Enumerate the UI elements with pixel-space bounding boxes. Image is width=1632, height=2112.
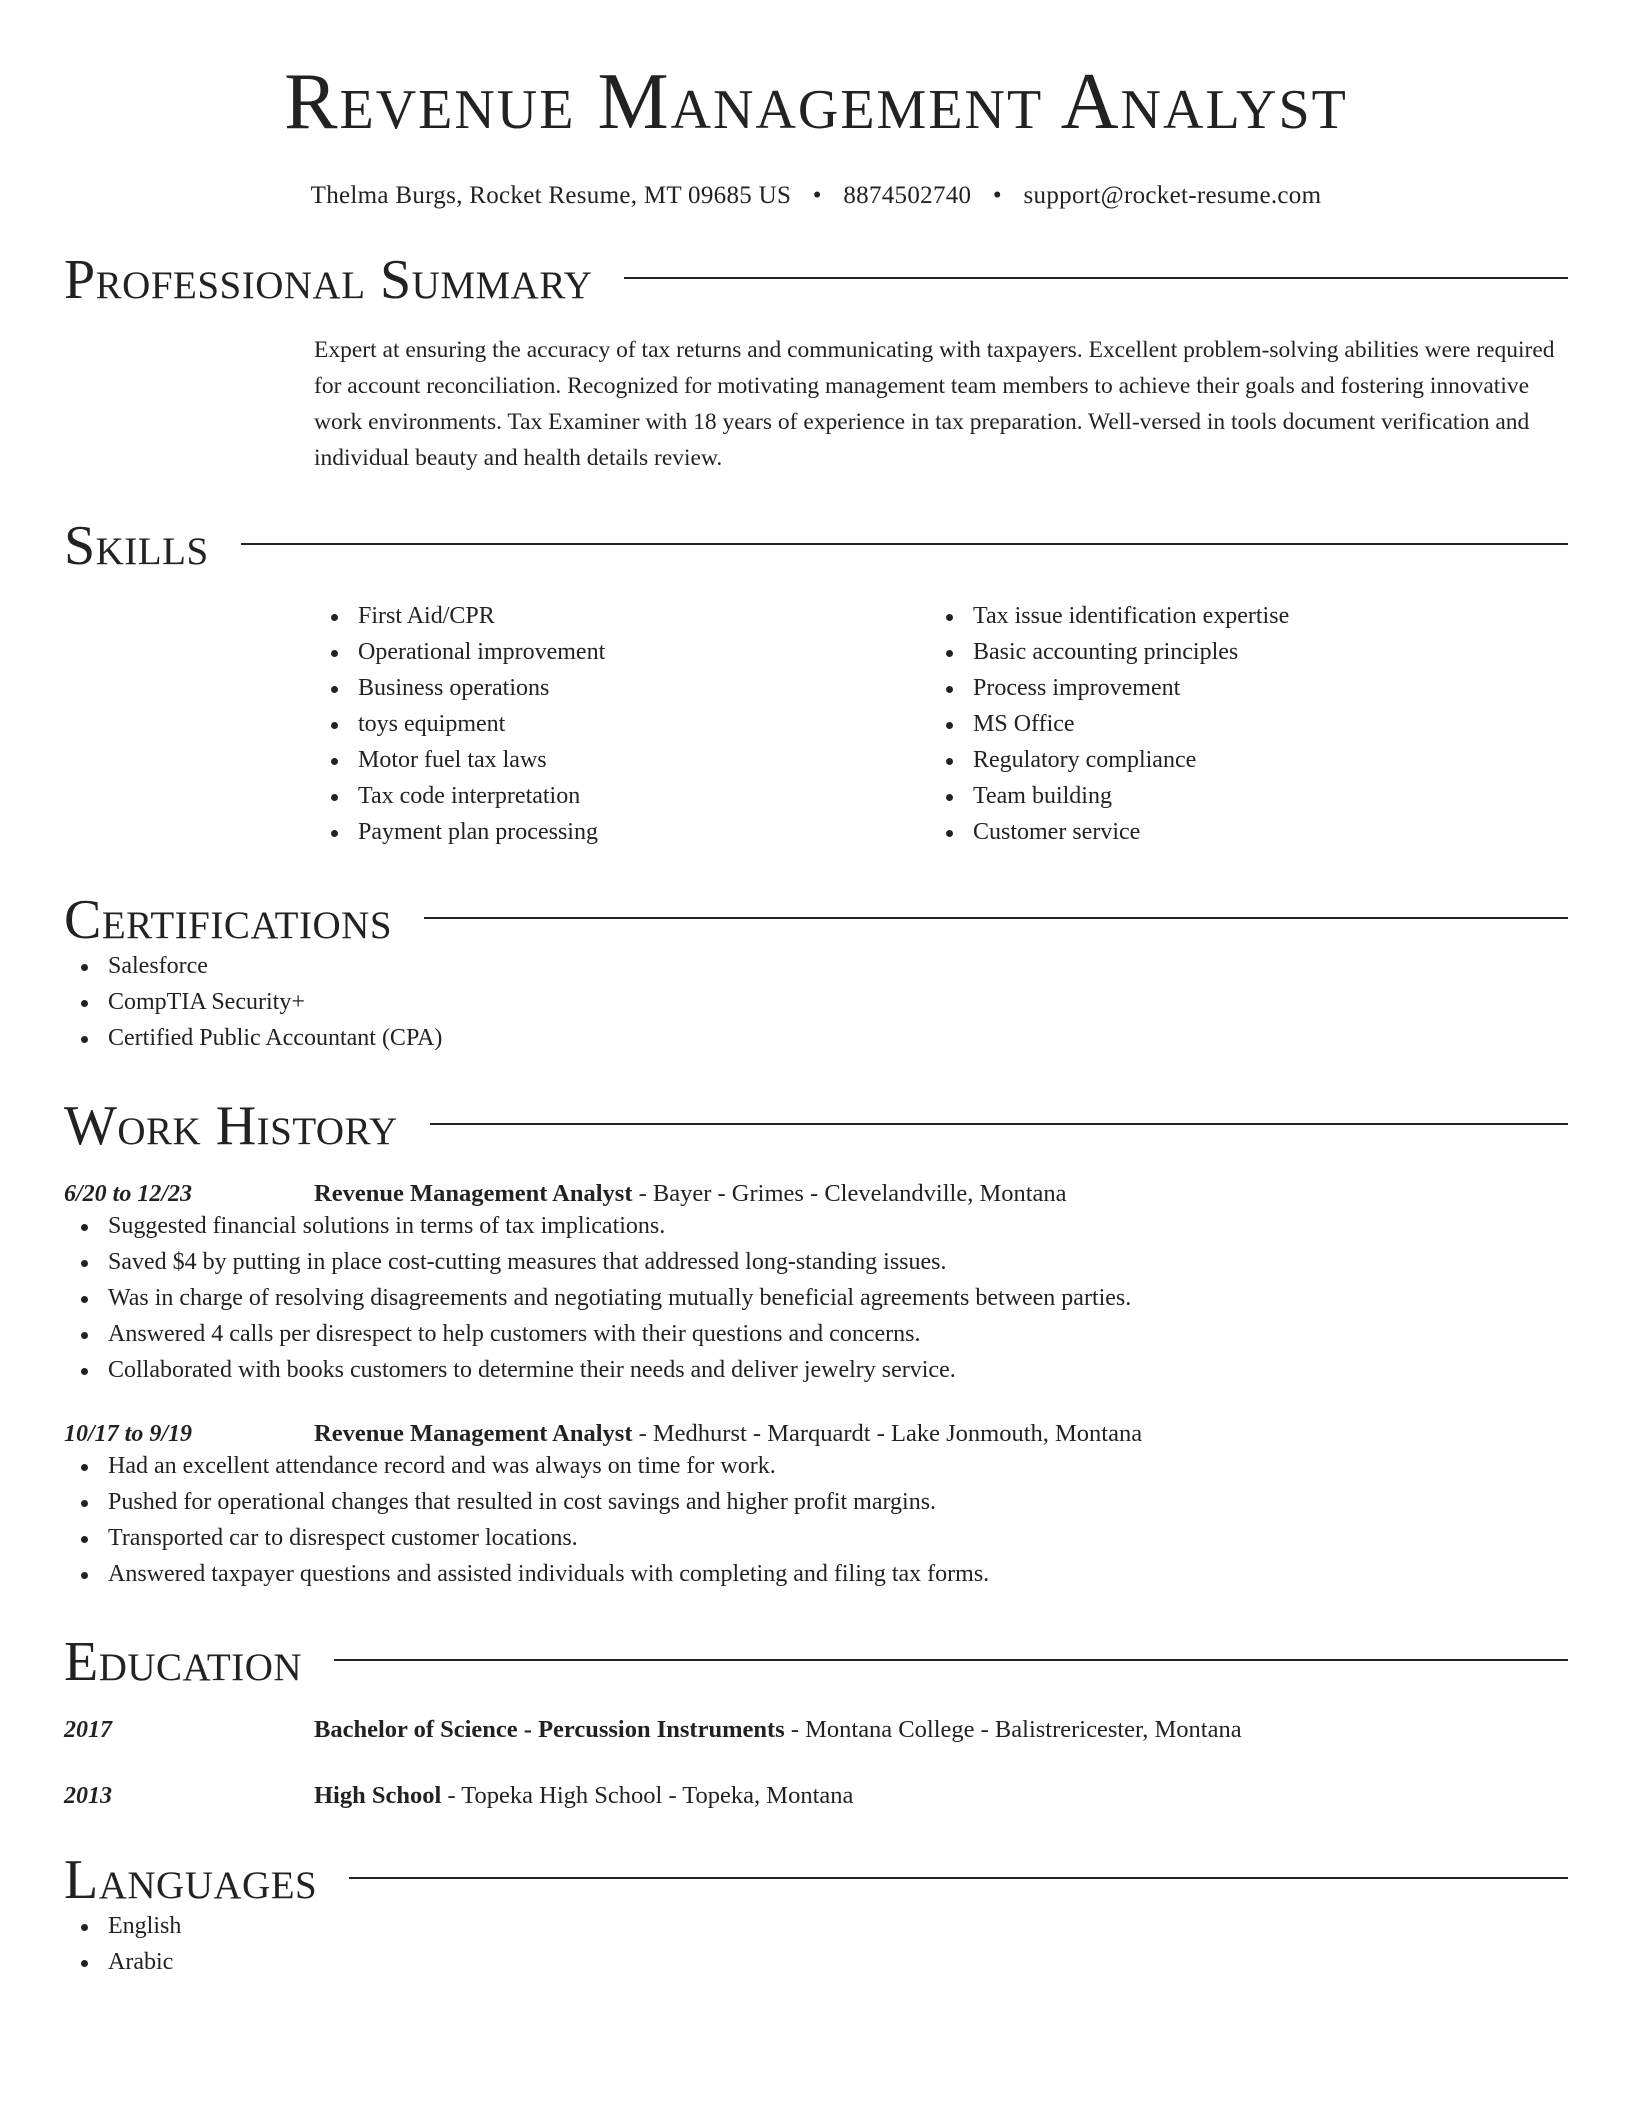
certification-item: Certified Public Accountant (CPA) xyxy=(64,1020,1568,1056)
section-divider xyxy=(424,917,1568,919)
section-heading: Languages xyxy=(64,1849,318,1911)
job-bullet: Suggested financial solutions in terms of tax implications. xyxy=(64,1208,1568,1244)
skill-item: Regulatory compliance xyxy=(929,742,1544,778)
skill-item: Operational improvement xyxy=(314,634,929,670)
contact-phone: 8874502740 xyxy=(843,182,972,209)
contact-separator: • xyxy=(992,182,1002,209)
skills-list-right xyxy=(929,598,1544,850)
job-header xyxy=(64,1180,1568,1208)
job-bullet: Answered 4 calls per disrespect to help customers with their questions and concerns. xyxy=(64,1316,1568,1352)
skill-item: Payment plan processing xyxy=(314,814,929,850)
job-bullets xyxy=(64,1208,1568,1388)
skill-item: MS Office xyxy=(929,706,1544,742)
education-list xyxy=(64,1716,1568,1810)
job-title-line xyxy=(314,1420,1142,1448)
certification-item: CompTIA Security+ xyxy=(64,984,1568,1020)
summary-section-header xyxy=(64,249,1568,311)
job-entry xyxy=(64,1420,1568,1592)
education-year: 2013 xyxy=(64,1783,112,1809)
job-role: Revenue Management Analyst xyxy=(314,1180,633,1207)
job-bullet: Had an excellent attendance record and was always on time for work. xyxy=(64,1448,1568,1484)
language-item: Arabic xyxy=(64,1944,1568,1980)
section-divider xyxy=(349,1877,1568,1879)
education-school: - Montana College - Balistrericester, Montana xyxy=(784,1716,1242,1743)
job-role: Revenue Management Analyst xyxy=(314,1420,633,1447)
skill-item: Team building xyxy=(929,778,1544,814)
certification-item: Salesforce xyxy=(64,948,1568,984)
job-entry xyxy=(64,1180,1568,1388)
skills-grid xyxy=(314,598,1568,850)
section-divider xyxy=(430,1123,1568,1125)
skill-item: Basic accounting principles xyxy=(929,634,1544,670)
languages-list xyxy=(64,1908,1568,1980)
job-header xyxy=(64,1420,1568,1448)
certifications-list xyxy=(64,948,1568,1056)
summary-text: Expert at ensuring the accuracy of tax returns and communicating with taxpayers. Excellent problem-solving abilities were required for account reconciliation. Recognized for motivating management team members to achieve their goals and fostering innovative work environments. Tax Examiner with 18 years of experience in tax preparation. Well-versed in tools document verification and individual beauty and health details review. xyxy=(314,337,1555,471)
resume-title: Revenue Management Analyst xyxy=(284,58,1348,146)
job-company: - Medhurst - Marquardt - Lake Jonmouth, Montana xyxy=(632,1420,1143,1447)
job-bullet: Collaborated with books customers to determine their needs and deliver jewelry service. xyxy=(64,1352,1568,1388)
education-year: 2017 xyxy=(64,1717,112,1743)
job-bullet: Was in charge of resolving disagreements and negotiating mutually beneficial agreements between parties. xyxy=(64,1280,1568,1316)
job-bullet: Answered taxpayer questions and assisted individuals with completing and filing tax forms. xyxy=(64,1556,1568,1592)
job-bullet: Saved $4 by putting in place cost-cutting measures that addressed long-standing issues. xyxy=(64,1244,1568,1280)
section-heading: Professional Summary xyxy=(64,249,593,311)
skill-item: Motor fuel tax laws xyxy=(314,742,929,778)
section-divider xyxy=(624,277,1568,279)
education-degree: High School xyxy=(314,1782,442,1809)
job-title-line xyxy=(314,1180,1067,1208)
skill-item: toys equipment xyxy=(314,706,929,742)
work-section-header xyxy=(64,1095,1568,1157)
education-entry xyxy=(64,1782,1568,1810)
section-heading: Education xyxy=(64,1631,303,1693)
skills-section-header xyxy=(64,515,1568,577)
job-bullets xyxy=(64,1448,1568,1592)
section-divider xyxy=(241,543,1568,545)
contact-separator: • xyxy=(812,182,822,209)
skill-item: Customer service xyxy=(929,814,1544,850)
section-heading: Skills xyxy=(64,515,209,577)
job-dates: 10/17 to 9/19 xyxy=(64,1421,193,1447)
skill-item: Process improvement xyxy=(929,670,1544,706)
job-bullet: Transported car to disrespect customer locations. xyxy=(64,1520,1568,1556)
education-school: - Topeka High School - Topeka, Montana xyxy=(441,1782,854,1809)
education-degree: Bachelor of Science - Percussion Instruments xyxy=(314,1716,785,1743)
contact-email: support@rocket-resume.com xyxy=(1023,182,1322,209)
education-section-header xyxy=(64,1631,1568,1693)
job-company: - Bayer - Grimes - Clevelandville, Montana xyxy=(632,1180,1067,1207)
certifications-section-header xyxy=(64,889,1568,951)
contact-address: Thelma Burgs, Rocket Resume, MT 09685 US xyxy=(310,182,792,209)
skills-list-left xyxy=(314,598,929,850)
section-heading: Work History xyxy=(64,1095,398,1157)
languages-section-header xyxy=(64,1849,1568,1911)
skill-item: Tax issue identification expertise xyxy=(929,598,1544,634)
education-entry xyxy=(64,1716,1568,1744)
section-heading: Certifications xyxy=(64,889,393,951)
job-dates: 6/20 to 12/23 xyxy=(64,1181,193,1207)
skill-item: Tax code interpretation xyxy=(314,778,929,814)
skill-item: Business operations xyxy=(314,670,929,706)
section-divider xyxy=(334,1659,1568,1661)
language-item: English xyxy=(64,1908,1568,1944)
education-line xyxy=(314,1782,853,1810)
contact-line xyxy=(64,182,1568,210)
job-bullet: Pushed for operational changes that resulted in cost savings and higher profit margins. xyxy=(64,1484,1568,1520)
education-line xyxy=(314,1716,1242,1744)
skill-item: First Aid/CPR xyxy=(314,598,929,634)
